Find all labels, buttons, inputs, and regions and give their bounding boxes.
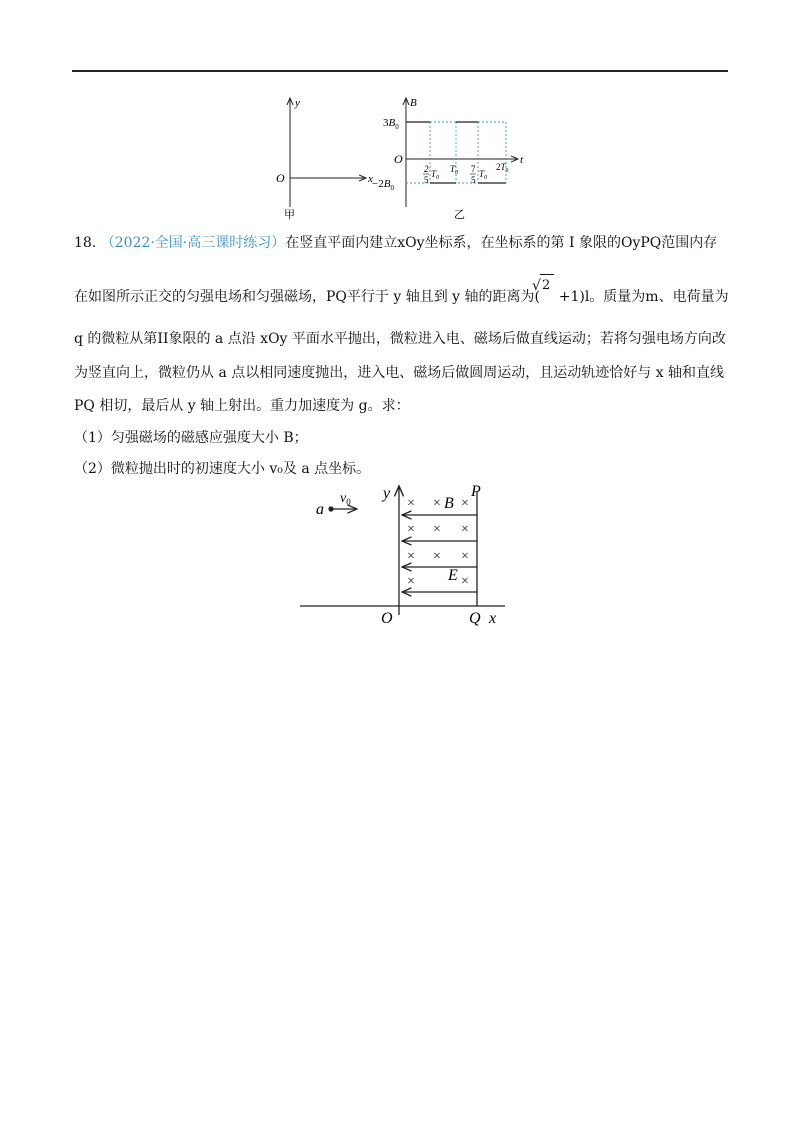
- label-b: B: [444, 495, 454, 512]
- high-value-label: [383, 117, 399, 131]
- svg-text:3B0: $3B_0$: [383, 117, 399, 131]
- question-line-4: 为竖直向上，微粒仍从 a 点以相同速度抛出，进入电、磁场后做圆周运动，且运动轨迹恰好与 x 轴和直线: [74, 365, 725, 381]
- tick-7-5-t0: [470, 164, 487, 185]
- svg-text:×: ×: [433, 522, 441, 537]
- svg-text:T0: $T_0$: [479, 169, 488, 181]
- question-line-3: q 的微粒从第II象限的 a 点沿 xOy 平面水平抛出，微粒进入电、磁场后做直线运动；若将匀强电场方向改: [74, 331, 726, 347]
- y-label: y: [295, 97, 300, 109]
- svg-text:5: 5: [424, 175, 429, 185]
- svg-text:×: ×: [407, 574, 415, 589]
- question-line-2: [74, 278, 729, 309]
- figure-yi: [372, 92, 542, 222]
- svg-text:×: ×: [461, 574, 469, 589]
- question-line-5: PQ 相切，最后从 y 轴上射出。重力加速度为 g。求：: [74, 398, 410, 414]
- svg-text:×: ×: [407, 496, 415, 511]
- question-text-2: 在如图所示正交的匀强电场和匀强磁场，PQ平行于 y 轴且到 y 轴的距离为(: [74, 289, 540, 305]
- caption-jia: 甲: [284, 209, 295, 221]
- origin-label: O: [394, 152, 403, 166]
- svg-text:×: ×: [407, 549, 415, 564]
- tick-2-5-t0: [423, 164, 439, 185]
- label-a: a: [316, 501, 324, 518]
- svg-text:5: 5: [471, 175, 476, 185]
- label-y: y: [383, 485, 391, 502]
- label-o: O: [381, 610, 393, 627]
- low-value-label: [372, 178, 394, 192]
- svg-text:×: ×: [461, 522, 469, 537]
- svg-text:×: ×: [461, 549, 469, 564]
- question-text-2b: +1)l。质量为m、电荷量为: [554, 289, 729, 305]
- svg-text:×: ×: [407, 522, 415, 537]
- question-text-1: 在竖直平面内建立xOy坐标系，在坐标系的第 I 象限的OyPQ范围内存: [285, 235, 718, 251]
- svg-text:T0: $T_0$: [450, 164, 459, 176]
- label-p: P: [471, 483, 481, 500]
- svg-text:×: ×: [461, 496, 469, 511]
- origin-label: O: [276, 171, 285, 185]
- caption-yi: 乙: [454, 209, 465, 221]
- sub-question-2: （2）微粒抛出时的初速度大小 v₀及 a 点坐标。: [74, 461, 371, 477]
- svg-text:2: 2: [424, 164, 429, 174]
- question-number: 18.: [74, 235, 97, 251]
- svg-text:2T0: $2T_0$: [496, 162, 509, 174]
- label-x: x: [489, 610, 497, 627]
- sqrt-expression: √ 2: [540, 274, 554, 297]
- svg-text:×: ×: [433, 496, 441, 511]
- question-source[interactable]: （2022·全国·高三课时练习）: [100, 235, 286, 251]
- label-v0: $v_0$: [340, 491, 351, 507]
- svg-text:7: 7: [471, 164, 476, 174]
- x-label: x: [368, 173, 373, 185]
- svg-text:×: ×: [433, 549, 441, 564]
- tick-2t0: [496, 162, 509, 174]
- magnetic-field-crosses: [407, 496, 469, 589]
- svg-text:T0: $T_0$: [431, 169, 440, 181]
- label-e: E: [448, 567, 458, 584]
- sub-question-1: （1）匀强磁场的磁感应强度大小 B；: [74, 430, 308, 446]
- figure-jia: [270, 92, 380, 222]
- svg-text:−2B0: $-2B_0$: [372, 178, 394, 192]
- t-axis-label: t: [520, 154, 524, 166]
- b-axis-label: B: [410, 97, 417, 109]
- question-line-1: [74, 232, 717, 254]
- field-diagram: [295, 480, 515, 630]
- tick-t0: [450, 164, 458, 176]
- label-q: Q: [469, 610, 481, 627]
- header-rule: [72, 70, 728, 72]
